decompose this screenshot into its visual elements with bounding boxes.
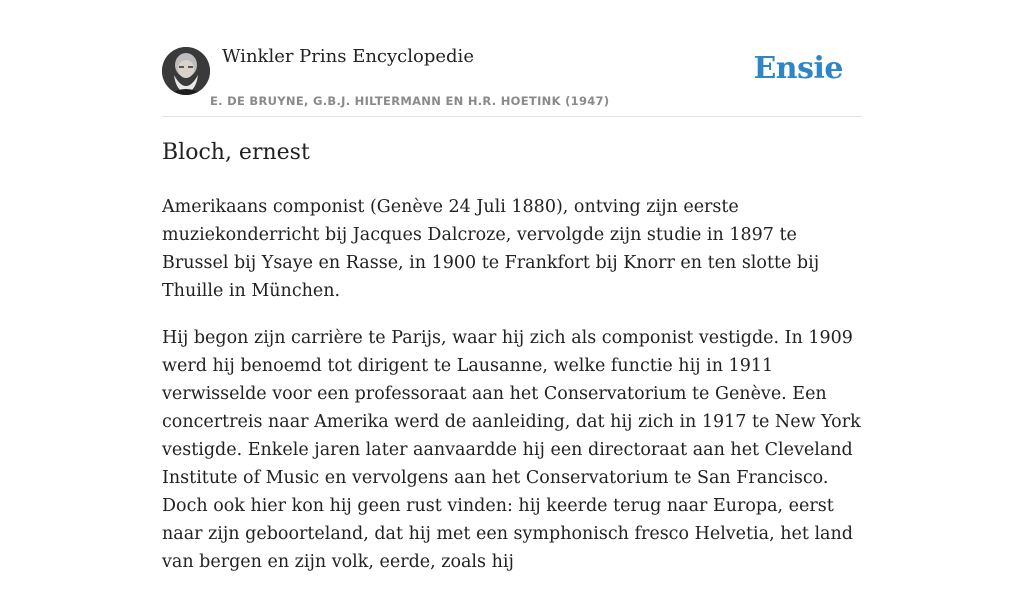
entry-paragraph: Hij begon zijn carrière te Parijs, waar hij zich als componist vestigde. In 1909 werd hij benoemd tot dirigent te Lausanne, welke functie hij in 1911 verwisselde voor een professoraat aan het Conservatorium te Genève. Een concertreis naar Amerika werd de aanleiding, dat hij zich in 1917 te New York vestigde. Enkele jaren later aanvaardde hij een directoraat aan het Cleveland Institute of Music en vervolgens aan het Conservatorium te San Francisco. Doch ook hier kon hij geen rust vinden: hij keerde terug naar Europa, eerst naar zijn geboorteland, dat hij met een symphonisch fresco Helvetia, het land van bergen en zijn volk, eerde, zoals hij [162,328,861,572]
authors-line: E. DE BRUYNE, G.B.J. HILTERMANN EN H.R. HOETINK (1947) [210,94,610,108]
entry-paragraph: Amerikaans componist (Genève 24 Juli 1880), ontving zijn eerste muziekonderricht bij Jacques Dalcroze, vervolgde zijn studie in 1897 te Brussel bij Ysaye en Rasse, in 1900 te Frankfort bij Knorr en ten slotte bij Thuille in München. [162,197,820,301]
book-title-link[interactable]: Winkler Prins Encyclopedie [222,46,474,67]
page [162,0,862,572]
entry-title: Bloch, ernest [162,140,310,165]
ensie-logo[interactable]: Ensie [753,51,843,86]
portrait-icon[interactable] [162,47,210,95]
header [162,0,862,117]
entry-body [162,193,867,595]
